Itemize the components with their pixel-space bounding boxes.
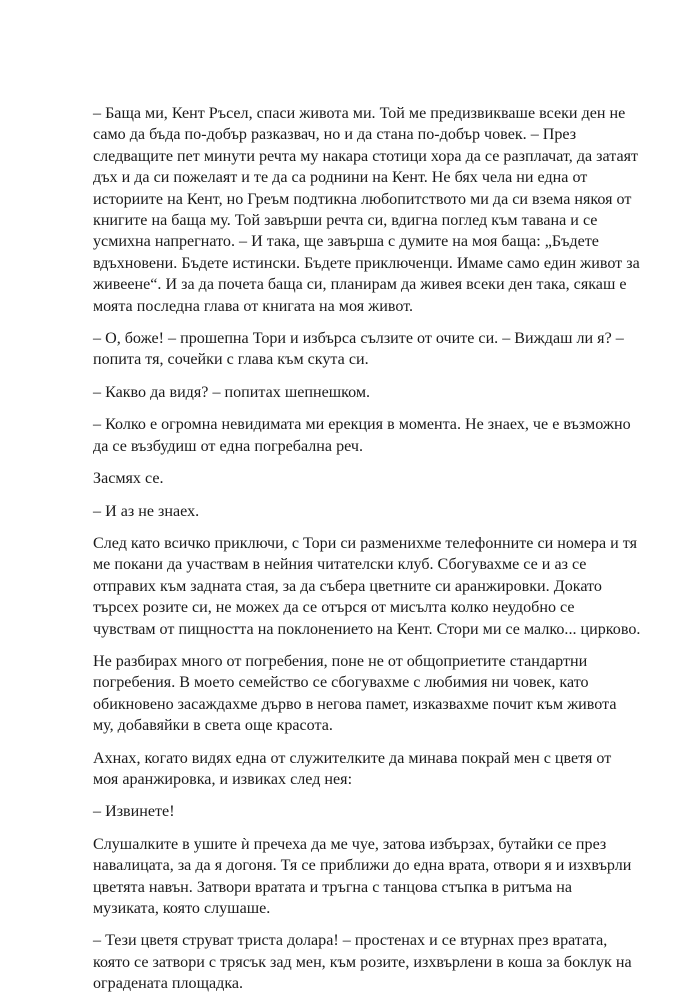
text-line: която се затвори с трясък зад мен, към розите, изхвърлени в коша за боклук на: [93, 953, 632, 971]
text-line: Не разбирах много от погребения, поне не от общоприетите стандартни: [93, 652, 588, 670]
paragraph: [93, 748, 611, 791]
text-line: отправих към задната стая, за да събера цветните си аранжировки. Докато: [93, 577, 602, 595]
text-line: книгите на баща му. Той завърши речта си, вдигна поглед към тавана и се: [93, 212, 598, 230]
text-line: усмихна напрегнато. – И така, ще завърша с думите на моя баща: „Бъдете: [93, 233, 599, 251]
text-line: моя аранжировка, и извиках след нея:: [93, 770, 353, 788]
text-line: само да бъда по-добър разказвач, но и да стана по-добър човек. – През: [93, 126, 577, 144]
text-line: – Тези цветя струват триста долара! – простенах и се втурнах през вратата,: [93, 932, 608, 950]
text-line: дъх и да си пожелаят и те да са роднини на Кент. Не бях чела ни една от: [93, 169, 588, 187]
text-line: търсех розите си, не можех да се отърся от мисълта колко неудобно се: [93, 599, 575, 617]
text-line: – О, боже! – прошепна Тори и избърса сълзите от очите си. – Виждаш ли я? –: [93, 330, 624, 348]
paragraph: [93, 103, 640, 317]
paragraph: [93, 801, 611, 822]
text-line: – Колко е огромна невидимата ми ерекция в момента. Не знаех, че е възможно: [93, 416, 631, 434]
text-line: живеене“. И за да почета баща си, планирам да живея всеки ден така, сякаш е: [93, 276, 627, 294]
paragraph: [93, 382, 611, 403]
text-line: – Баща ми, Кент Ръсел, спаси живота ми. Той ме предизвикваше всеки ден не: [93, 105, 626, 122]
paragraph: [93, 930, 632, 994]
text-line: обикновено засаждахме дърво в негова памет, изказвахме почит към живота: [93, 695, 617, 713]
text-line: моята последна глава от книгата на моя живот.: [93, 297, 414, 315]
text-line: погребения. В моето семейство се сбогувахме с любимия ни човек, като: [93, 674, 589, 692]
paragraph: [93, 328, 624, 371]
paragraph: [93, 651, 617, 737]
paragraph: [93, 533, 641, 640]
text-line: музиката, която слушаше.: [93, 900, 271, 917]
text-line: историите на Кент, но Греъм подтикна любопитството ми да си взема някоя от: [93, 190, 632, 208]
text-line: навалицата, за да я догоня. Тя се приближи до една врата, отвори я и изхвърли: [93, 857, 632, 875]
text-line: След като всичко приключи, с Тори си разменихме телефонните си номера и тя: [93, 534, 637, 552]
text-line: Ахнах, когато видях една от служителките да минава покрай мен с цветя от: [93, 749, 612, 767]
text-line: попита тя, сочейки с глава към скута си.: [93, 351, 369, 369]
document-body: [93, 103, 641, 1006]
text-line: следващите пет минути речта му накара стотици хора да се разплачат, да затаят: [93, 147, 639, 165]
text-line: – Извинете!: [93, 803, 175, 821]
text-line: да се възбудиш от една погребална реч.: [93, 437, 363, 455]
text-line: вдъхновени. Бъдете истински. Бъдете приключенци. Имаме само един живот за: [93, 254, 640, 272]
paragraph: [93, 414, 631, 457]
text-line: чувствам от пищността на поклонението на Кент. Стори ми се малко... цирково.: [93, 620, 641, 638]
text-line: цветята навън. Затвори вратата и тръгна с танцова стъпка в ритъма на: [93, 878, 573, 896]
text-line: ме покани да участвам в нейния читателски клуб. Сбогувахме се и аз се: [93, 556, 587, 574]
text-line: – И аз не знаех.: [93, 502, 200, 520]
paragraph: [93, 468, 611, 489]
paragraph: [93, 501, 611, 522]
text-line: оградената площадка.: [93, 975, 244, 993]
text-line: Слушалките в ушите ѝ пречеха да ме чуе, затова избързах, бутайки се през: [93, 835, 607, 853]
paragraph: [93, 834, 632, 920]
text-line: му, добавяйки в света още красота.: [93, 717, 333, 735]
text-line: Засмях се.: [93, 470, 164, 488]
text-line: – Какво да видя? – попитах шепнешком.: [93, 383, 371, 401]
